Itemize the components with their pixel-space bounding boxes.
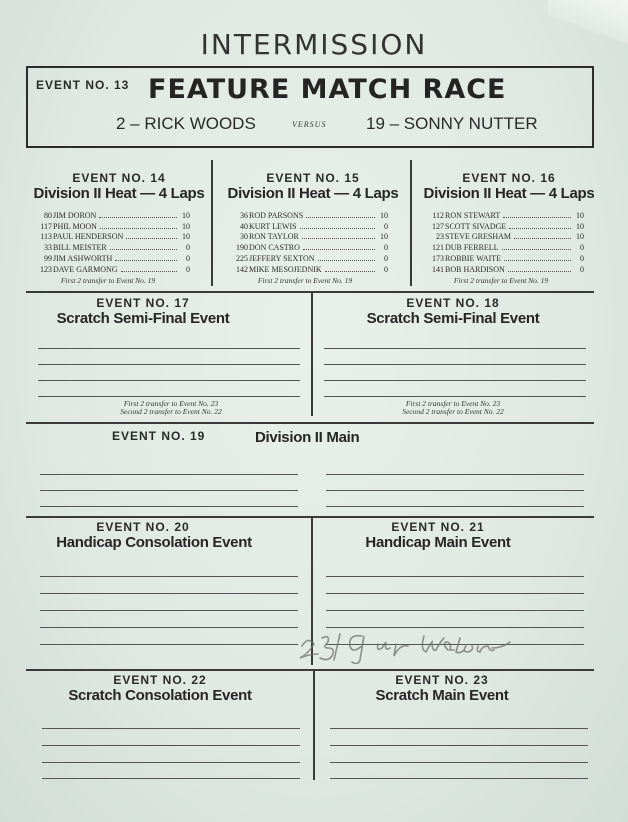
list-item: 23 STEVE GRESHAM 10 xyxy=(436,232,584,242)
write-in-line xyxy=(38,364,300,365)
write-in-line xyxy=(326,610,584,611)
list-item: 33 BILL MEISTER 0 xyxy=(44,243,190,253)
section-divider xyxy=(26,291,594,293)
scratch-event-22 xyxy=(26,673,314,704)
write-in-line xyxy=(42,728,300,729)
write-in-line xyxy=(324,348,586,349)
write-in-line xyxy=(40,610,298,611)
heat-15-entries xyxy=(222,209,388,274)
list-item: 225 JEFFERY SEXTON 0 xyxy=(236,253,388,263)
heat-event-16 xyxy=(414,171,604,202)
event-label: EVENT NO. 16 xyxy=(462,171,556,185)
event-label: EVENT NO. 22 xyxy=(113,673,207,687)
write-in-line xyxy=(38,380,300,381)
list-item: 127 SCOTT SIVADGE 10 xyxy=(432,221,584,231)
event-label: EVENT NO. 14 xyxy=(72,171,166,185)
handwritten-signature xyxy=(292,624,522,664)
write-in-line xyxy=(326,474,584,475)
write-in-line xyxy=(326,593,584,594)
list-item: 30 RON TAYLOR 10 xyxy=(240,232,388,242)
event-title: Scratch Main Event xyxy=(375,687,509,704)
write-in-line xyxy=(324,396,586,397)
handicap-event-21 xyxy=(312,520,594,551)
event-title: Scratch Semi-Final Event xyxy=(366,310,540,327)
event-label: EVENT NO. 20 xyxy=(96,520,190,534)
semi-event-17 xyxy=(26,296,310,327)
list-item: 123 DAVE GARMONG 0 xyxy=(40,264,190,274)
write-in-line xyxy=(40,593,298,594)
transfer-note: First 2 transfer to Event No. 19 xyxy=(60,276,156,285)
divider-vertical xyxy=(410,160,412,286)
list-item: 80 JIM DORON 10 xyxy=(44,210,190,220)
write-in-line xyxy=(38,396,300,397)
write-in-line xyxy=(40,490,298,491)
heat-event-15 xyxy=(218,171,408,202)
event-title: Scratch Consolation Event xyxy=(68,687,252,704)
feature-racer-2: 19 – SONNY NUTTER xyxy=(366,114,538,133)
feature-event-label: EVENT NO. 13 xyxy=(36,78,130,92)
write-in-line xyxy=(324,364,586,365)
write-in-line xyxy=(42,745,300,746)
write-in-line xyxy=(330,745,588,746)
transfer-note: First 2 transfer to Event No. 23 xyxy=(123,399,219,408)
heat-14-entries xyxy=(26,209,190,274)
list-item: 190 DON CASTRO 0 xyxy=(236,243,388,253)
feature-match-box xyxy=(26,66,594,148)
write-in-line xyxy=(40,644,298,645)
list-item: 40 KURT LEWIS 0 xyxy=(240,221,388,231)
event-title: Division II Main xyxy=(255,429,360,446)
write-in-line xyxy=(326,576,584,577)
write-in-line xyxy=(330,778,588,779)
semi-event-18 xyxy=(312,296,594,327)
page-title: INTERMISSION xyxy=(200,28,428,61)
list-item: 121 DUB FERRELL 0 xyxy=(432,243,584,253)
list-item: 141 BOB HARDISON 0 xyxy=(432,264,584,274)
event-title: Handicap Consolation Event xyxy=(56,534,252,551)
write-in-line xyxy=(40,627,298,628)
event-title: Division II Heat — 4 Laps xyxy=(423,185,595,202)
feature-versus: VERSUS xyxy=(292,120,327,129)
list-item: 112 RON STEWART 10 xyxy=(432,210,584,220)
write-in-line xyxy=(40,506,298,507)
write-in-line xyxy=(42,778,300,779)
write-in-line xyxy=(40,474,298,475)
event-title: Division II Heat — 4 Laps xyxy=(227,185,399,202)
event-title: Handicap Main Event xyxy=(365,534,511,551)
event-label: EVENT NO. 21 xyxy=(391,520,485,534)
write-in-line xyxy=(38,348,300,349)
event-title: Division II Heat — 4 Laps xyxy=(33,185,205,202)
transfer-note: First 2 transfer to Event No. 19 xyxy=(453,276,549,285)
write-in-line xyxy=(330,728,588,729)
list-item: 113 PAUL HENDERSON 10 xyxy=(40,232,190,242)
write-in-line xyxy=(42,762,300,763)
write-in-line xyxy=(326,506,584,507)
event-label: EVENT NO. 17 xyxy=(96,296,190,310)
transfer-note: First 2 transfer to Event No. 23 xyxy=(405,399,501,408)
transfer-note: Second 2 transfer to Event No. 22 xyxy=(402,407,504,416)
feature-racer-1: 2 – RICK WOODS xyxy=(116,114,256,133)
event-title: Scratch Semi-Final Event xyxy=(56,310,230,327)
event-label: EVENT NO. 18 xyxy=(406,296,500,310)
write-in-line xyxy=(324,380,586,381)
list-item: 36 ROD PARSONS 10 xyxy=(240,210,388,220)
list-item: 117 PHIL MOON 10 xyxy=(40,221,190,231)
handicap-event-20 xyxy=(26,520,312,551)
scratch-event-23 xyxy=(314,673,598,704)
feature-title: FEATURE MATCH RACE xyxy=(148,74,507,105)
event-label: EVENT NO. 15 xyxy=(266,171,360,185)
section-divider xyxy=(26,422,594,424)
write-in-line xyxy=(330,762,588,763)
event-label: EVENT NO. 19 xyxy=(112,429,206,443)
section-divider xyxy=(26,516,594,518)
write-in-line xyxy=(326,490,584,491)
list-item: 142 MIKE MESOJEDNIK 0 xyxy=(236,264,388,274)
heat-event-14 xyxy=(24,171,214,202)
transfer-note: Second 2 transfer to Event No. 22 xyxy=(120,407,222,416)
transfer-note: First 2 transfer to Event No. 19 xyxy=(257,276,353,285)
write-in-line xyxy=(40,576,298,577)
section-divider xyxy=(26,669,594,671)
list-item: 173 ROBBIE WAITE 0 xyxy=(432,253,584,263)
heat-16-entries xyxy=(418,209,584,274)
event-label: EVENT NO. 23 xyxy=(395,673,489,687)
list-item: 99 JIM ASHWORTH 0 xyxy=(44,253,190,263)
